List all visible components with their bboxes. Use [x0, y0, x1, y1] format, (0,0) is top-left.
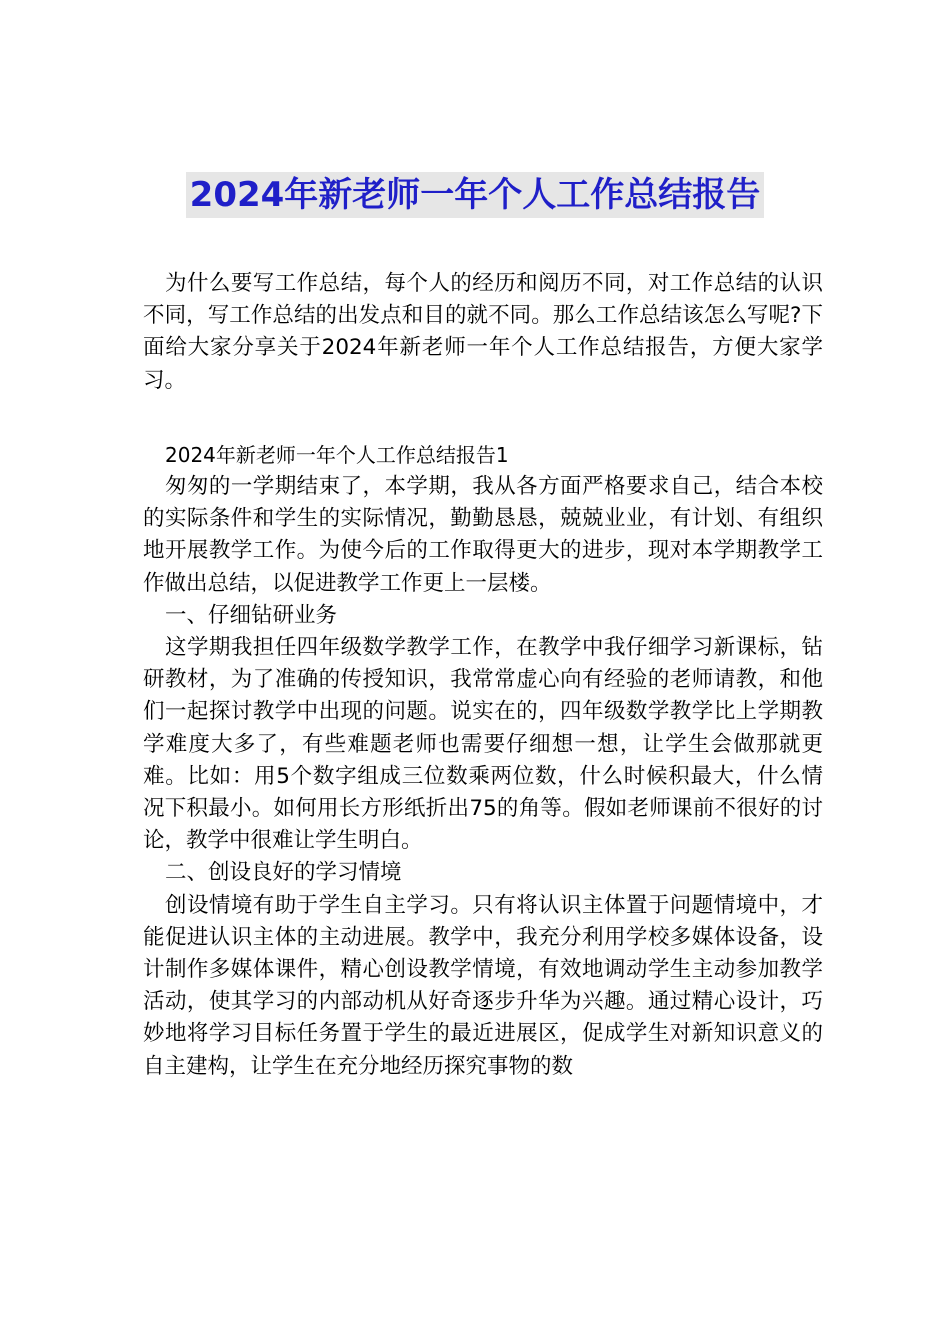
heading-2: 二、创设良好的学习情境: [165, 860, 402, 886]
heading-1: 一、仔细钻研业务: [165, 602, 338, 628]
title-container: [0, 172, 950, 218]
paragraph-3: 创设情境有助于学生自主学习。只有将认识主体置于问题情境中，才能促进认识主体的主动进展。教学中，我充分利用学校多媒体设备，设计制作多媒体课件，精心创设教学情境，有效地调动学生主动参加教学活动，使其学习的内部动机从好奇逐步升华为兴趣。通过精心设计，巧妙地将学习目标任务置于学生的最近进展区，促成学生对新知识意义的自主建构，让学生在充分地经历探究事物的数: [143, 892, 823, 1079]
paragraph-1: 匆匆的一学期结束了，本学期，我从各方面严格要求自己，结合本校的实际条件和学生的实际情况，勤勤恳恳，兢兢业业，有计划、有组织地开展教学工作。为使今后的工作取得更大的进步，现对本学期教学工作做出总结，以促进教学工作更上一层楼。: [143, 474, 823, 596]
intro-paragraph: 为什么要写工作总结，每个人的经历和阅历不同，对工作总结的认识不同，写工作总结的出发点和目的就不同。那么工作总结该怎么写呢?下面给大家分享关于2024年新老师一年个人工作总结报告，方便大家学习。: [143, 271, 823, 393]
section-title: 2024年新老师一年个人工作总结报告1: [165, 442, 509, 467]
document-title: 2024年新老师一年个人工作总结报告: [186, 172, 765, 218]
paragraph-2: 这学期我担任四年级数学教学工作，在教学中我仔细学习新课标，钻研教材，为了准确的传授知识，我常常虚心向有经验的老师请教，和他们一起探讨教学中出现的问题。说实在的，四年级数学教学比上学期教学难度大多了，有些难题老师也需要仔细想一想，让学生会做那就更难。比如：用5个数字组成三位数乘两位数，什么时候积最大，什么情况下积最小。如何用长方形纸折出75的角等。假如老师课前不很好的讨论，教学中很难让学生明白。: [143, 635, 823, 854]
document-body: [143, 268, 823, 1083]
paragraph-gap: [143, 397, 823, 439]
